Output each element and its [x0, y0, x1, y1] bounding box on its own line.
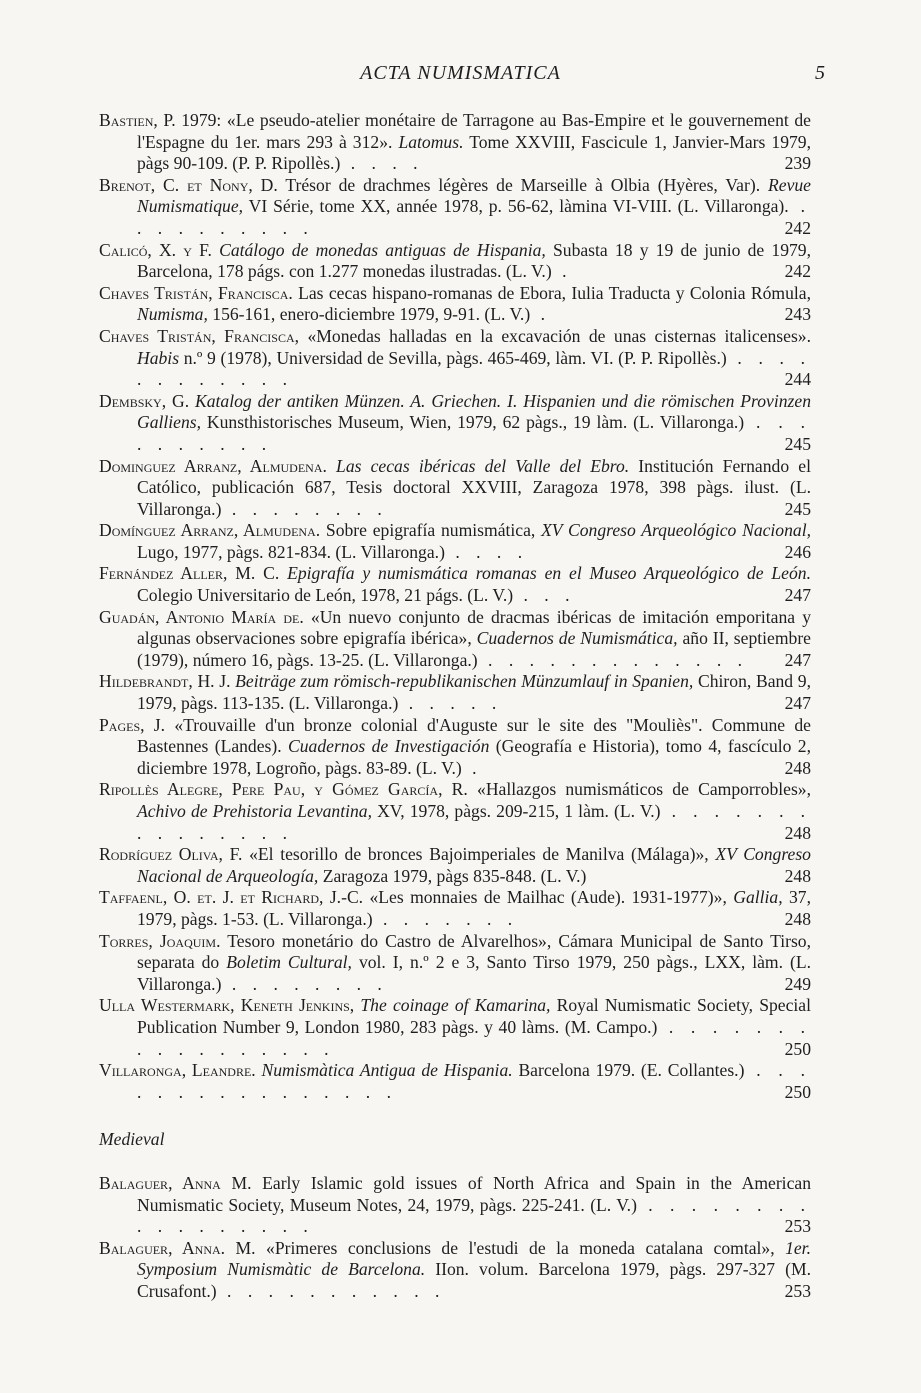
entry-title: Epigrafía y numismática romanas en el Museo Arqueológico de León. — [287, 563, 811, 584]
entry-title: XV Congreso Nacional de Arqueología, — [137, 844, 811, 886]
entry-text: «Trouvaille d'un bronze colonial d'Auguste sur le site des "Mouliès". Commune de Bastennes (Landes). — [137, 714, 811, 757]
bibliography-entry — [99, 1173, 811, 1238]
entry-page: 245 — [784, 433, 811, 454]
entry-page: 243 — [784, 304, 811, 325]
entry-title: Beiträge zum römisch-republikanischen Münzumlauf in Spanien, — [235, 671, 694, 692]
entry-title: Katalog der antiken Münzen. A. Griechen. I. Hispanien und die römischen Provinzen Galliens, — [137, 390, 811, 433]
entry-author: Chaves Tristán, Francisca, — [99, 325, 300, 346]
entry-details: Colegio Universitario de León, 1978, 21 págs. (L. V.) — [137, 585, 514, 606]
entry-details: VI Série, tome XX, année 1978, p. 56-62, làmina VI-VIII. (L. Villaronga). — [243, 196, 789, 217]
entry-title: Numismàtica Antigua de Hispania. — [261, 1060, 513, 1081]
entry-text: Early Islamic gold issues of North Africa and Spain in the American Numismatic Society, Museum Notes, 24, 1979, pàgs. 225-241. (L. V.) — [137, 1172, 811, 1215]
entry-text: «Un nuevo conjunto de dracmas ibéricas de imitación emporitana y algunas observaciones sobre epigrafía ibérica», — [137, 606, 812, 649]
bibliography-entry — [99, 326, 811, 391]
entry-page: 253 — [784, 1216, 811, 1237]
entry-author: Rodríguez Oliva, F. — [99, 844, 243, 865]
entry-details: Subasta 18 y 19 de junio de 1979, Barcelona, 178 págs. con 1.277 monedas ilustradas. (L. V.) — [137, 239, 811, 282]
entry-leader-dots: . . . . . — [398, 693, 503, 714]
entry-details: vol. I, n.º 2 e 3, Santo Tirso 1979, 250 pàgs., LXX, làm. (L. Villaronga.) — [137, 952, 811, 994]
entry-page: 247 — [784, 693, 811, 714]
entry-author: Ulla Westermark, Keneth Jenkins, — [99, 995, 355, 1016]
entry-leader-dots: . . . . . . . . . . . . . . . . . — [137, 1016, 811, 1059]
entry-author: Chaves Tristán, Francisca. — [99, 282, 293, 303]
entry-author: Balaguer, Anna. M. — [99, 1237, 256, 1258]
bibliography-entry — [99, 995, 811, 1060]
entry-leader-dots: . . . . . . . . . . — [137, 196, 812, 238]
entry-title: Boletim Cultural, — [226, 952, 352, 973]
entry-title: Gallia, — [733, 887, 783, 908]
entry-details: Zaragoza 1979, pàgs 835-848. (L. V.) — [318, 865, 587, 886]
entry-details: año II, septiembre (1979), número 16, pàgs. 13-25. (L. Villaronga.) — [137, 628, 811, 670]
bibliography-entry — [99, 391, 811, 456]
entry-leader-dots: . . . . . . . . . . . . . . . — [137, 801, 811, 843]
entry-page: 248 — [784, 757, 811, 778]
entry-leader-dots: . . . . . . . . . . . . . — [477, 649, 749, 670]
entry-author: Villaronga, Leandre. — [99, 1060, 256, 1081]
entry-author: Calicó, X. y F. — [99, 239, 212, 260]
entry-author: Dembsky, G. — [99, 390, 190, 411]
entry-page: 248 — [784, 822, 811, 843]
entry-text — [279, 563, 287, 583]
entry-title: Catálogo de monedas antiguas de Hispania, — [219, 239, 546, 260]
entry-author: Bastien, P. — [99, 110, 176, 130]
entry-text: Trésor de drachmes légères de Marseille à Olbia (Hyères, Var). — [277, 174, 769, 195]
entry-text: «Hallazgos numismáticos de Camporrobles», — [467, 779, 811, 800]
bibliography-entry — [99, 456, 811, 521]
bibliography-entry — [99, 931, 811, 996]
entry-author: Dominguez Arranz, Almudena. — [99, 455, 327, 476]
entry-page: 244 — [784, 369, 811, 390]
bibliography-entry — [99, 1238, 811, 1303]
entry-text: «Monedas halladas en la excavación de unas cisternas italicenses». — [299, 325, 811, 346]
entry-leader-dots: . . . . . . . . . . . . . . . . — [137, 1060, 812, 1102]
entry-leader-dots: . . . . . . . . . . — [137, 412, 811, 454]
entry-author: Ripollès Alegre, Pere Pau, y Gómez García, R. — [99, 779, 468, 800]
entry-details: 156-161, enero-diciembre 1979, 9-91. (L. V.) — [207, 304, 531, 325]
bibliography-entry — [99, 1060, 811, 1103]
entry-leader-dots: . . . . . . . . . . . . — [137, 347, 811, 390]
entry-author: Balaguer, Anna M. — [99, 1172, 252, 1193]
entry-details: Lugo, 1977, pàgs. 821-834. (L. Villaronga.) — [137, 541, 445, 562]
entry-leader-dots: . — [530, 304, 551, 325]
entry-text: 1979: «Le pseudo-atelier monétaire de Tarragone au Bas-Empire et le gouvernement de l'Espagne du 1er. mars 293 à 312». — [137, 110, 811, 152]
entry-text: Sobre epigrafía numismática, — [320, 520, 542, 541]
entry-page: 253 — [784, 1280, 811, 1301]
entry-author: Fernández Aller, M. C. — [99, 563, 280, 584]
entry-title: 1er. Symposium Numismàtic de Barcelona. — [137, 1237, 811, 1280]
entry-details: Royal Numismatic Society, Special Publication Number 9, London 1980, 283 pàgs. y 40 làms. (M. Campo.) — [137, 995, 812, 1037]
entry-author: Domínguez Arranz, Almudena. — [99, 520, 321, 541]
entry-text: «Primeres conclusions de l'estudi de la moneda catalana comtal», — [255, 1237, 786, 1258]
bibliography-entry — [99, 283, 811, 326]
entry-page: 242 — [784, 217, 811, 238]
bibliography-entry — [99, 240, 811, 283]
bibliography — [99, 110, 811, 1302]
entry-title: Habis — [137, 347, 180, 368]
bibliography-entry — [99, 779, 811, 844]
entry-details: XV, 1978, pàgs. 209-215, 1 làm. (L. V.) — [372, 801, 661, 821]
bibliography-entry — [99, 520, 811, 563]
entry-details: Institución Fernando el Católico, publicación 687, Tesis doctoral XXVIII, Zaragoza 1978, 398 pàgs. ilust. (L. Villaronga.) — [137, 455, 811, 519]
entry-title: Las cecas ibéricas del Valle del Ebro. — [336, 455, 630, 476]
entry-details: n.º 9 (1978), Universidad de Sevilla, pàgs. 465-469, làm. VI. (P. P. Ripollès.) — [179, 347, 727, 368]
entry-page: 247 — [784, 585, 811, 606]
entry-title: Revue Numismatique, — [137, 174, 811, 217]
entry-leader-dots: . . . . . . . . — [221, 973, 388, 994]
entry-author: Taffaenl, O. et. J. et Richard, J.-C. — [99, 887, 364, 908]
entry-author: Pages, J. — [99, 714, 166, 735]
entry-text: «Les monnaies de Mailhac (Aude). 1931-1977)», — [363, 887, 734, 908]
entry-leader-dots: . . . . — [444, 541, 529, 562]
entry-leader-dots: . — [461, 757, 483, 778]
entry-leader-dots: . . . . . . . . . . . — [216, 1280, 446, 1301]
entry-text — [327, 456, 336, 476]
entry-author: Guadán, Antonio María de. — [99, 606, 304, 627]
bibliography-entry — [99, 110, 811, 175]
entry-title: Latomus. — [398, 131, 464, 152]
entry-details: Tome XXVIII, Fascicule 1, Janvier-Mars 1979, pàgs 90-109. (P. P. Ripollès.) — [137, 131, 812, 174]
entry-text: «El tesorillo de bronces Bajoimperiales de Manilva (Málaga)», — [242, 844, 716, 865]
bibliography-entry — [99, 887, 811, 930]
entry-page: 249 — [784, 973, 811, 994]
journal-title: ACTA NUMISMATICA — [360, 62, 561, 84]
entry-title: Cuadernos de Numismática, — [476, 628, 678, 649]
entry-text: Tesoro monetário do Castro de Alvarelhos», Cámara Municipal de Santo Tirso, separata do — [137, 930, 811, 973]
entry-page: 248 — [784, 865, 811, 886]
entry-details: Kunsthistorisches Museum, Wien, 1979, 62 pàgs., 19 làm. (L. Villaronga.) — [201, 412, 745, 433]
entry-page: 248 — [784, 908, 811, 929]
running-head — [0, 62, 921, 92]
entry-page: 250 — [784, 1038, 811, 1059]
bibliography-entry — [99, 715, 811, 780]
entry-author: Hildebrandt, H. J. — [99, 671, 231, 692]
entry-page: 242 — [784, 261, 811, 282]
bibliography-entry — [99, 671, 811, 714]
bibliography-entry — [99, 607, 811, 672]
entry-details: Chiron, Band 9, 1979, pàgs. 113-135. (L. Villaronga.) — [137, 671, 811, 714]
entry-page: 239 — [784, 153, 811, 174]
entry-leader-dots: . . . — [513, 585, 576, 606]
entry-page: 250 — [784, 1081, 811, 1102]
entry-details: Barcelona 1979. (E. Collantes.) — [512, 1060, 745, 1081]
entry-title: Cuadernos de Investigación — [288, 736, 490, 757]
entry-title: Achivo de Prehistoria Levantina, — [137, 801, 372, 821]
bibliography-list-medieval — [99, 1173, 811, 1303]
bibliography-entry — [99, 844, 811, 887]
entry-leader-dots: . . . . . . . . . . . . . . . . . — [137, 1194, 811, 1237]
entry-author: Torres, Joaquim. — [99, 930, 221, 951]
entry-leader-dots: . . . . — [340, 153, 424, 174]
entry-page: 245 — [784, 498, 811, 519]
entry-text: Las cecas hispano-romanas de Ebora, Iulia Traducta y Colonia Rómula, — [292, 282, 811, 303]
entry-details: IIon. volum. Barcelona 1979, pàgs. 297-327 (M. Crusafont.) — [137, 1259, 811, 1301]
entry-page: 247 — [784, 649, 811, 670]
entry-details: 37, 1979, pàgs. 1-53. (L. Villaronga.) — [137, 887, 811, 929]
entry-title: Numisma, — [137, 304, 208, 325]
entry-leader-dots: . . . . . . . . — [221, 498, 388, 519]
bibliography-entry — [99, 175, 811, 240]
entry-leader-dots: . — [551, 261, 573, 282]
entry-leader-dots: . . . . . . . — [372, 908, 519, 929]
entry-page: 246 — [784, 541, 811, 562]
entry-title: XV Congreso Arqueológico Nacional, — [541, 520, 811, 541]
entry-details: (Geografía e Historia), tomo 4, fascículo 2, diciembre 1978, Logroño, pàgs. 83-89. (L. V.) — [137, 736, 811, 778]
entry-title: The coinage of Kamarina, — [360, 995, 551, 1016]
section-heading: Medieval — [99, 1129, 165, 1150]
bibliography-entry — [99, 563, 811, 606]
bibliography-list-ancient — [99, 110, 811, 1103]
page-number: 5 — [815, 62, 825, 84]
entry-author: Brenot, C. et Nony, D. — [99, 174, 278, 195]
